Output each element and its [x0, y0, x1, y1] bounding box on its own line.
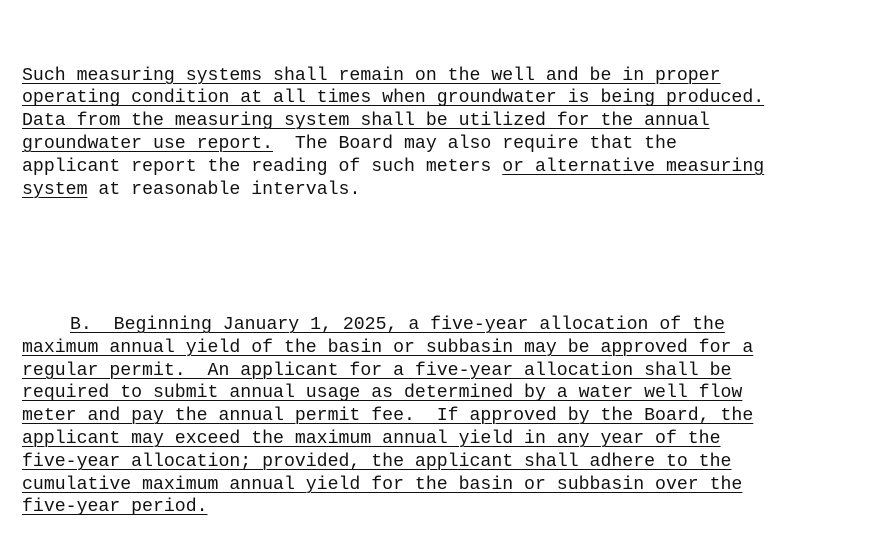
text-line: [22, 337, 764, 360]
underlined-text: five-year period.: [22, 497, 208, 518]
text-line: [22, 428, 764, 451]
underlined-text: cumulative maximum annual yield for the basin or subbasin over the: [22, 474, 743, 495]
text-line: [22, 110, 764, 133]
text-line: [22, 360, 764, 383]
underlined-text: five-year allocation; provided, the applicant shall adhere to the: [22, 451, 732, 472]
underlined-text: or alternative measuring: [502, 156, 765, 177]
underlined-text: regular permit. An applicant for a five-year allocation shall be: [22, 360, 732, 381]
text-segment: applicant report the reading of such meters: [22, 156, 503, 177]
underlined-text: Such measuring systems shall remain on the well and be in proper: [22, 65, 721, 86]
underlined-text: meter and pay the annual permit fee. If approved by the Board, the: [22, 406, 754, 427]
underlined-text: groundwater use report.: [22, 133, 274, 154]
underlined-text: applicant may exceed the maximum annual yield in any year of the: [22, 429, 721, 450]
text-line: [22, 133, 764, 156]
paragraph-gap: [22, 247, 764, 269]
underlined-text: Data from the measuring system shall be utilized for the annual: [22, 111, 710, 132]
underlined-text: operating condition at all times when groundwater is being produced.: [22, 88, 765, 109]
underlined-text: B. Beginning January 1, 2025, a five-year allocation of the: [70, 315, 725, 336]
text-segment: at reasonable intervals.: [87, 179, 361, 200]
underlined-text: required to submit annual usage as determined by a water well flow: [22, 383, 743, 404]
text-line: [22, 405, 764, 428]
text-line: [22, 474, 764, 497]
underlined-text: maximum annual yield of the basin or subbasin may be approved for a: [22, 337, 754, 358]
paragraph-b-five-year-allocation: [22, 314, 764, 519]
text-line: [22, 156, 764, 179]
underlined-text: system: [22, 179, 88, 200]
text-line: [22, 65, 764, 88]
text-line: [22, 451, 764, 474]
text-line: [22, 382, 764, 405]
paragraph-measuring-systems: [22, 65, 764, 202]
text-line: [22, 179, 764, 202]
text-line: [22, 87, 764, 110]
text-line: [22, 314, 764, 337]
text-segment: The Board may also require that the: [273, 133, 677, 154]
document-body: [22, 19, 764, 542]
text-line: [22, 496, 764, 519]
